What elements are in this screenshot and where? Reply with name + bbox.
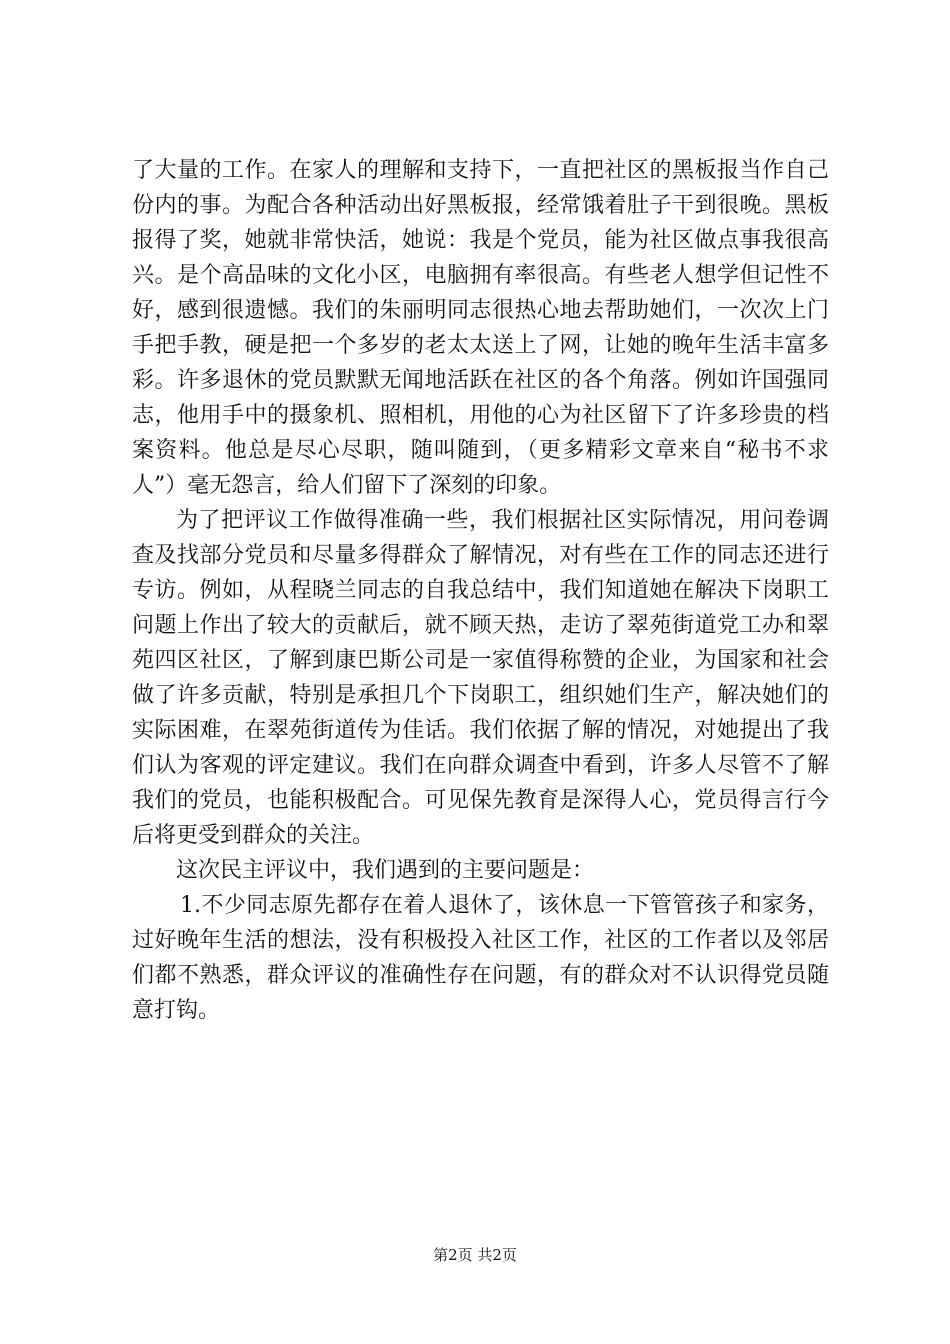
paragraph-evaluation-work: 为了把评议工作做得准确一些，我们根据社区实际情况，用问卷调查及找部分党员和尽量多得群众了解情况，对有些在工作的同志还进行专访。例如，从程晓兰同志的自我总结中，我们知道她在解决下岗职工问题上作出了较大的贡献后，就不顾天热，走访了翠苑街道党工办和翠苑四区社区，了解到康巴斯公司是一家值得称赞的企业，为国家和社会做了许多贡献，特别是承担几个下岗职工，组织她们生产，解决她们的实际困难，在翠苑街道传为佳话。我们依据了解的情况，对她提出了我们认为客观的评定建议。我们在向群众调查中看到，许多人尽管不了解我们的党员，也能积极配合。可见保先教育是深得人心，党员得言行今后将更受到群众的关注。: [132, 508, 829, 848]
paragraph-main-problems-intro: 这次民主评议中，我们遇到的主要问题是：: [176, 858, 595, 883]
paragraph-problem-1: 1.不少同志原先都存在着人退休了，该休息一下管管孩子和家务，过好晚年生活的想法，没有积极投入社区工作，社区的工作者以及邻居们都不熟悉，群众评议的准确性存在问题，有的群众对不认识得党员随意打钩。: [132, 893, 829, 1023]
paragraph-continuation: 了大量的工作。在家人的理解和支持下，一直把社区的黑板报当作自己份内的事。为配合各种活动出好黑板报，经常饿着肚子干到很晚。黑板报得了奖，她就非常快活，她说：我是个党员，能为社区做点事我很高兴。是个高品味的文化小区，电脑拥有率很高。有些老人想学但记性不好，感到很遗憾。我们的朱丽明同志很热心地去帮助她们，一次次上门手把手教，硬是把一个多岁的老太太送上了网，让她的晚年生活丰富多彩。许多退休的党员默默无闻地活跃在社区的各个角落。例如许国强同志，他用手中的摄象机、照相机，用他的心为社区留下了许多珍贵的档案资料。他总是尽心尽职，随叫随到，（更多精彩文章来自“秘书不求人”）毫无怨言，给人们留下了深刻的印象。: [132, 158, 829, 498]
page-number-footer: 第2页 共2页: [433, 1246, 517, 1264]
document-body: [132, 153, 829, 1028]
